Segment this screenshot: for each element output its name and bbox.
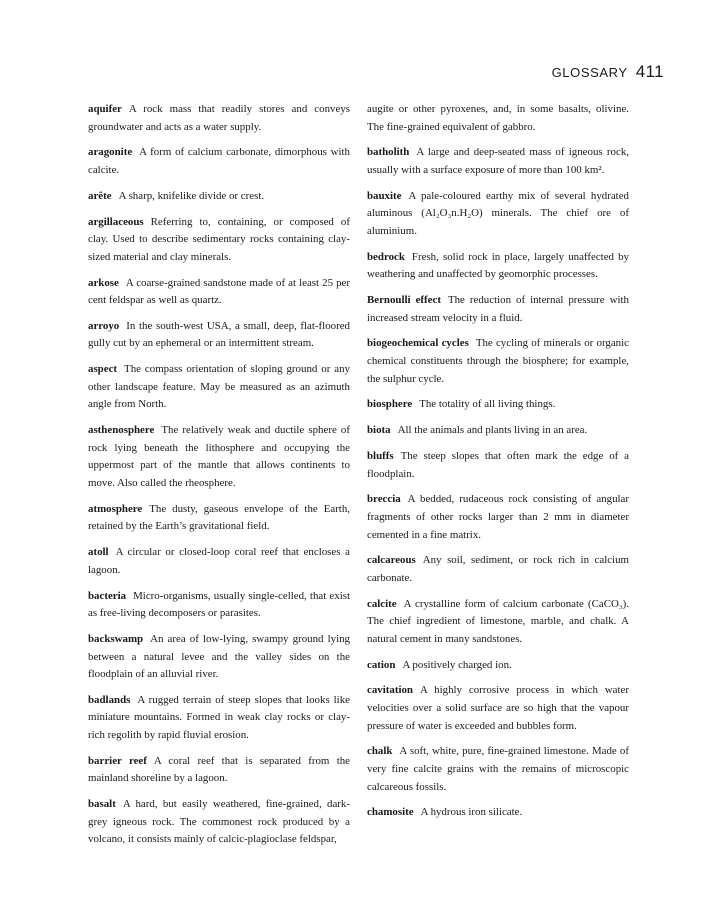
glossary-definition: A hydrous iron silicate. xyxy=(420,806,523,819)
glossary-entry xyxy=(88,188,350,206)
glossary-entry xyxy=(367,682,629,735)
glossary-term: Bernoulli effect xyxy=(367,294,441,307)
glossary-definition: Fresh, solid rock in place, largely unaffected by weathering and unaffected by geomorphic processes. xyxy=(367,250,629,281)
glossary-entry xyxy=(88,101,350,136)
glossary-entry xyxy=(88,318,350,353)
glossary-term: biogeochemical cycles xyxy=(367,337,469,350)
glossary-term: aquifer xyxy=(88,103,122,115)
glossary-definition: A coral reef that is separated from the mainland shoreline by a lagoon. xyxy=(88,754,350,785)
glossary-definition: A crystalline form of calcium carbonate (CaCO₃). The chief ingredient of limestone, marble, and chalk. A natural cement in many sandstones. xyxy=(367,597,629,645)
glossary-entry xyxy=(88,422,350,492)
glossary-term: atmosphere xyxy=(88,502,143,515)
glossary-definition: In the south-west USA, a small, deep, flat-floored gully cut by an ephemeral or an intermittent stream. xyxy=(88,319,350,350)
glossary-definition: The dusty, gaseous envelope of the Earth, retained by the Earth’s gravitational field. xyxy=(88,502,350,533)
glossary-entry xyxy=(88,361,350,414)
glossary-definition: Micro-organisms, usually single-celled, that exist as free-living decomposers or parasites. xyxy=(88,589,350,620)
glossary-entry xyxy=(367,422,629,440)
glossary-definition: An area of low-lying, swampy ground lying between a natural levee and the valley sides on the floodplain of an alluvial river. xyxy=(88,632,350,681)
glossary-entry xyxy=(88,214,350,267)
glossary-definition: A coarse-grained sandstone made of at least 25 per cent feldspar as well as quartz. xyxy=(88,276,350,307)
glossary-term: argillaceous xyxy=(88,215,144,228)
glossary-definition: A positively charged ion. xyxy=(402,658,512,671)
glossary-entry xyxy=(367,491,629,544)
glossary-definition: The compass orientation of sloping ground or any other landscape feature. May be measured as an azimuth angle from North. xyxy=(88,363,350,411)
glossary-entry xyxy=(88,796,350,849)
glossary-entry xyxy=(367,101,629,136)
glossary-term: arroyo xyxy=(88,319,120,332)
glossary-entry xyxy=(88,275,350,310)
glossary-definition: augite or other pyroxenes, and, in some basalts, olivine. The fine-grained equivalent of gabbro. xyxy=(367,103,629,133)
glossary-definition: Referring to, containing, or composed of clay. Used to describe sedimentary rocks containing clay-sized material and clay minerals. xyxy=(88,215,350,263)
glossary-definition: A hard, but easily weathered, fine-grained, dark-grey igneous rock. The commonest rock produced by a volcano, it consists mainly of calcic-plagioclase feldspar, xyxy=(88,798,350,846)
section-title: GLOSSARY xyxy=(551,65,628,80)
glossary-entry xyxy=(88,753,350,788)
glossary-term: cation xyxy=(367,658,396,671)
glossary-definition: The reduction of internal pressure with increased stream velocity in a fluid. xyxy=(367,294,630,324)
glossary-definition: A soft, white, pure, fine-grained limestone. Made of very fine calcite grains with the remains of microscopic calcareous fossils. xyxy=(367,745,629,793)
glossary-entry xyxy=(88,692,350,745)
glossary-term: arête xyxy=(88,189,112,202)
glossary-term: chalk xyxy=(367,745,393,758)
glossary-term: breccia xyxy=(367,493,401,506)
glossary-definition: A circular or closed-loop coral reef that encloses a lagoon. xyxy=(88,546,350,576)
glossary-entry xyxy=(367,657,629,675)
glossary-entry xyxy=(367,292,629,327)
glossary-term: atoll xyxy=(88,546,109,559)
glossary-term: basalt xyxy=(88,798,116,811)
glossary-definition: A sharp, knifelike divide or crest. xyxy=(118,189,265,202)
right-column xyxy=(367,101,629,830)
glossary-term: aragonite xyxy=(88,146,133,159)
glossary-definition: A rugged terrain of steep slopes that looks like miniature mountains. Formed in weak clay rocks or clay-rich regolith by rapid fluvial erosion. xyxy=(88,693,350,742)
glossary-definition: A rock mass that readily stores and conveys groundwater and acts as a water supply. xyxy=(88,103,350,133)
glossary-definition: The totality of all living things. xyxy=(419,398,556,411)
glossary-entry xyxy=(367,596,629,649)
glossary-term: barrier reef xyxy=(88,754,147,767)
glossary-entry xyxy=(367,552,629,587)
glossary-entry xyxy=(88,501,350,536)
glossary-entry xyxy=(367,144,629,179)
glossary-term: asthenosphere xyxy=(88,424,155,437)
glossary-term: batholith xyxy=(367,146,410,159)
glossary-term: calcareous xyxy=(367,554,416,567)
glossary-term: bacteria xyxy=(88,589,127,602)
glossary-definition: A highly corrosive process in which water velocities over a solid surface are so high that the vapour pressure of water is exceeded and bubbles form. xyxy=(367,684,629,732)
glossary-entry xyxy=(88,544,350,579)
glossary-definition: The steep slopes that often mark the edge of a floodplain. xyxy=(367,450,629,480)
glossary-definition: The cycling of minerals or organic chemical constituents through the biosphere; for example, the sulphur cycle. xyxy=(367,337,629,385)
glossary-term: bluffs xyxy=(367,450,394,462)
glossary-definition: All the animals and plants living in an area. xyxy=(397,424,588,437)
left-column xyxy=(88,101,350,857)
running-header xyxy=(552,62,664,82)
glossary-term: biota xyxy=(367,424,391,437)
glossary-definition: A bedded, rudaceous rock consisting of angular fragments of other rocks larger than 2 mm in diameter cemented in a fine matrix. xyxy=(367,493,629,541)
glossary-entry xyxy=(367,448,629,483)
glossary-entry xyxy=(88,631,350,684)
glossary-entry xyxy=(367,804,629,822)
glossary-definition: A large and deep-seated mass of igneous rock, usually with a surface exposure of more than 100 km². xyxy=(367,146,629,176)
glossary-term: arkose xyxy=(88,276,119,289)
glossary-entry xyxy=(88,144,350,179)
glossary-definition: A form of calcium carbonate, dimorphous with calcite. xyxy=(88,146,350,176)
glossary-term: badlands xyxy=(88,693,131,706)
glossary-entry xyxy=(367,396,629,414)
glossary-definition: The relatively weak and ductile sphere of rock lying beneath the lithosphere and occupying the uppermost part of the mantle that allows continents to move. Also called the rheosphere. xyxy=(88,424,350,489)
glossary-definition: A pale-coloured earthy mix of several hydrated aluminous (Al₂O₃n.H₂O) minerals. The chief ore of aluminium. xyxy=(367,189,629,237)
glossary-term: biosphere xyxy=(367,398,413,411)
glossary-term: bedrock xyxy=(367,250,405,263)
glossary-term: aspect xyxy=(88,363,118,376)
glossary-term: calcite xyxy=(367,597,397,610)
glossary-entry xyxy=(367,335,629,388)
glossary-term: chamosite xyxy=(367,806,414,819)
glossary-term: cavitation xyxy=(367,684,413,697)
glossary-entry xyxy=(367,249,629,284)
glossary-entry xyxy=(88,588,350,623)
page-number: 411 xyxy=(635,62,664,81)
glossary-entry xyxy=(367,188,629,241)
glossary-definition: Any soil, sediment, or rock rich in calcium carbonate. xyxy=(367,554,629,584)
glossary-entry xyxy=(367,743,629,796)
glossary-term: backswamp xyxy=(88,632,144,645)
glossary-term: bauxite xyxy=(367,189,402,202)
